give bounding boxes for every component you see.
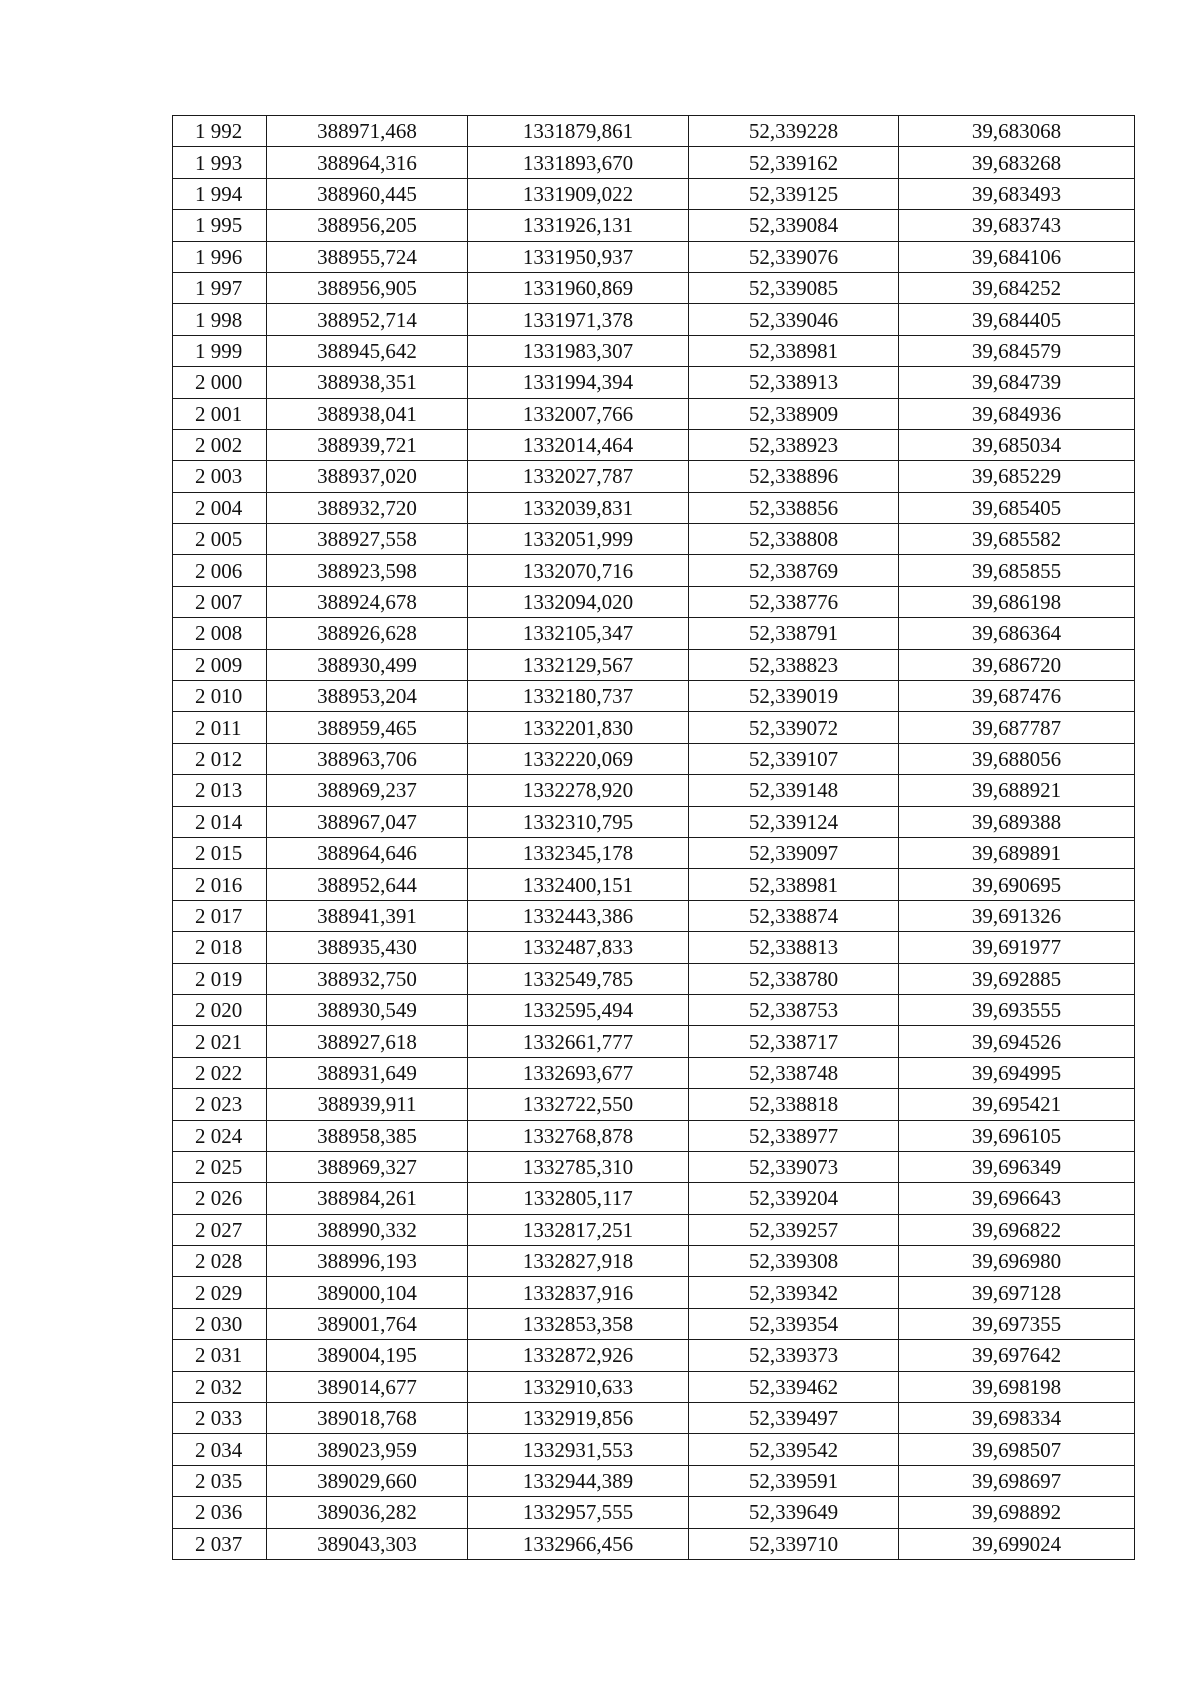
table-row (173, 963, 1135, 994)
point-number-cell: 2 030 (173, 1308, 267, 1339)
longitude-cell: 39,685229 (899, 461, 1135, 492)
point-number-cell: 2 023 (173, 1089, 267, 1120)
longitude-cell: 39,686720 (899, 649, 1135, 680)
table-row (173, 775, 1135, 806)
longitude-cell: 39,684252 (899, 272, 1135, 303)
table-row (173, 335, 1135, 366)
y-coordinate-cell: 1332310,795 (468, 806, 689, 837)
x-coordinate-cell: 388926,628 (267, 618, 468, 649)
latitude-cell: 52,339073 (689, 1151, 899, 1182)
x-coordinate-cell: 388960,445 (267, 178, 468, 209)
table-row (173, 398, 1135, 429)
latitude-cell: 52,339085 (689, 272, 899, 303)
x-coordinate-cell: 388941,391 (267, 900, 468, 931)
latitude-cell: 52,338776 (689, 586, 899, 617)
y-coordinate-cell: 1332443,386 (468, 900, 689, 931)
y-coordinate-cell: 1332070,716 (468, 555, 689, 586)
table-row (173, 743, 1135, 774)
point-number-cell: 2 021 (173, 1026, 267, 1057)
x-coordinate-cell: 388967,047 (267, 806, 468, 837)
y-coordinate-cell: 1332051,999 (468, 524, 689, 555)
latitude-cell: 52,339072 (689, 712, 899, 743)
longitude-cell: 39,696105 (899, 1120, 1135, 1151)
y-coordinate-cell: 1331950,937 (468, 241, 689, 272)
table-row (173, 806, 1135, 837)
latitude-cell: 52,339148 (689, 775, 899, 806)
longitude-cell: 39,684739 (899, 367, 1135, 398)
latitude-cell: 52,338748 (689, 1057, 899, 1088)
table-row (173, 1528, 1135, 1559)
point-number-cell: 2 028 (173, 1246, 267, 1277)
x-coordinate-cell: 388930,499 (267, 649, 468, 680)
latitude-cell: 52,339204 (689, 1183, 899, 1214)
longitude-cell: 39,696643 (899, 1183, 1135, 1214)
latitude-cell: 52,339124 (689, 806, 899, 837)
point-number-cell: 1 997 (173, 272, 267, 303)
y-coordinate-cell: 1332944,389 (468, 1465, 689, 1496)
latitude-cell: 52,339710 (689, 1528, 899, 1559)
y-coordinate-cell: 1332872,926 (468, 1340, 689, 1371)
longitude-cell: 39,688056 (899, 743, 1135, 774)
point-number-cell: 2 003 (173, 461, 267, 492)
y-coordinate-cell: 1332007,766 (468, 398, 689, 429)
longitude-cell: 39,691326 (899, 900, 1135, 931)
table-row (173, 1308, 1135, 1339)
point-number-cell: 2 017 (173, 900, 267, 931)
point-number-cell: 2 010 (173, 681, 267, 712)
table-row (173, 869, 1135, 900)
table-row (173, 1371, 1135, 1402)
table-row (173, 272, 1135, 303)
latitude-cell: 52,339257 (689, 1214, 899, 1245)
x-coordinate-cell: 388923,598 (267, 555, 468, 586)
longitude-cell: 39,696349 (899, 1151, 1135, 1182)
latitude-cell: 52,338896 (689, 461, 899, 492)
point-number-cell: 2 026 (173, 1183, 267, 1214)
point-number-cell: 1 993 (173, 147, 267, 178)
point-number-cell: 2 019 (173, 963, 267, 994)
x-coordinate-cell: 388945,642 (267, 335, 468, 366)
y-coordinate-cell: 1332105,347 (468, 618, 689, 649)
longitude-cell: 39,699024 (899, 1528, 1135, 1559)
y-coordinate-cell: 1332220,069 (468, 743, 689, 774)
longitude-cell: 39,698697 (899, 1465, 1135, 1496)
table-row (173, 492, 1135, 523)
y-coordinate-cell: 1332768,878 (468, 1120, 689, 1151)
latitude-cell: 52,338823 (689, 649, 899, 680)
table-row (173, 116, 1135, 147)
y-coordinate-cell: 1331909,022 (468, 178, 689, 209)
longitude-cell: 39,683268 (899, 147, 1135, 178)
y-coordinate-cell: 1331960,869 (468, 272, 689, 303)
point-number-cell: 2 033 (173, 1403, 267, 1434)
point-number-cell: 2 034 (173, 1434, 267, 1465)
point-number-cell: 2 018 (173, 932, 267, 963)
latitude-cell: 52,338923 (689, 429, 899, 460)
latitude-cell: 52,339649 (689, 1497, 899, 1528)
y-coordinate-cell: 1332957,555 (468, 1497, 689, 1528)
longitude-cell: 39,696822 (899, 1214, 1135, 1245)
x-coordinate-cell: 388927,558 (267, 524, 468, 555)
x-coordinate-cell: 388955,724 (267, 241, 468, 272)
longitude-cell: 39,690695 (899, 869, 1135, 900)
table-row (173, 712, 1135, 743)
y-coordinate-cell: 1331893,670 (468, 147, 689, 178)
x-coordinate-cell: 388927,618 (267, 1026, 468, 1057)
y-coordinate-cell: 1331879,861 (468, 116, 689, 147)
y-coordinate-cell: 1332785,310 (468, 1151, 689, 1182)
longitude-cell: 39,686198 (899, 586, 1135, 617)
table-row (173, 1497, 1135, 1528)
point-number-cell: 2 032 (173, 1371, 267, 1402)
point-number-cell: 2 007 (173, 586, 267, 617)
point-number-cell: 2 009 (173, 649, 267, 680)
table-row (173, 1120, 1135, 1151)
longitude-cell: 39,685582 (899, 524, 1135, 555)
latitude-cell: 52,338791 (689, 618, 899, 649)
latitude-cell: 52,338981 (689, 869, 899, 900)
x-coordinate-cell: 388938,351 (267, 367, 468, 398)
y-coordinate-cell: 1332722,550 (468, 1089, 689, 1120)
y-coordinate-cell: 1332817,251 (468, 1214, 689, 1245)
x-coordinate-cell: 388939,721 (267, 429, 468, 460)
y-coordinate-cell: 1331926,131 (468, 210, 689, 241)
latitude-cell: 52,339373 (689, 1340, 899, 1371)
table-row (173, 178, 1135, 209)
x-coordinate-cell: 388963,706 (267, 743, 468, 774)
point-number-cell: 2 013 (173, 775, 267, 806)
longitude-cell: 39,697355 (899, 1308, 1135, 1339)
y-coordinate-cell: 1332661,777 (468, 1026, 689, 1057)
latitude-cell: 52,339228 (689, 116, 899, 147)
table-row (173, 1465, 1135, 1496)
x-coordinate-cell: 388964,316 (267, 147, 468, 178)
point-number-cell: 1 999 (173, 335, 267, 366)
y-coordinate-cell: 1332827,918 (468, 1246, 689, 1277)
longitude-cell: 39,689388 (899, 806, 1135, 837)
x-coordinate-cell: 388959,465 (267, 712, 468, 743)
point-number-cell: 1 992 (173, 116, 267, 147)
longitude-cell: 39,698198 (899, 1371, 1135, 1402)
x-coordinate-cell: 389043,303 (267, 1528, 468, 1559)
longitude-cell: 39,684936 (899, 398, 1135, 429)
point-number-cell: 2 016 (173, 869, 267, 900)
longitude-cell: 39,683068 (899, 116, 1135, 147)
point-number-cell: 2 014 (173, 806, 267, 837)
latitude-cell: 52,339308 (689, 1246, 899, 1277)
x-coordinate-cell: 388932,720 (267, 492, 468, 523)
latitude-cell: 52,339462 (689, 1371, 899, 1402)
latitude-cell: 52,338780 (689, 963, 899, 994)
coordinate-table (172, 115, 1135, 1560)
x-coordinate-cell: 388924,678 (267, 586, 468, 617)
longitude-cell: 39,698334 (899, 1403, 1135, 1434)
point-number-cell: 2 004 (173, 492, 267, 523)
x-coordinate-cell: 388952,644 (267, 869, 468, 900)
longitude-cell: 39,697128 (899, 1277, 1135, 1308)
point-number-cell: 2 001 (173, 398, 267, 429)
table-row (173, 367, 1135, 398)
latitude-cell: 52,339591 (689, 1465, 899, 1496)
point-number-cell: 2 029 (173, 1277, 267, 1308)
latitude-cell: 52,339125 (689, 178, 899, 209)
table-row (173, 1246, 1135, 1277)
point-number-cell: 2 000 (173, 367, 267, 398)
table-row (173, 837, 1135, 868)
table-row (173, 1026, 1135, 1057)
longitude-cell: 39,684106 (899, 241, 1135, 272)
y-coordinate-cell: 1332094,020 (468, 586, 689, 617)
latitude-cell: 52,339107 (689, 743, 899, 774)
y-coordinate-cell: 1332201,830 (468, 712, 689, 743)
longitude-cell: 39,697642 (899, 1340, 1135, 1371)
longitude-cell: 39,685034 (899, 429, 1135, 460)
table-row (173, 1151, 1135, 1182)
x-coordinate-cell: 389029,660 (267, 1465, 468, 1496)
x-coordinate-cell: 388939,911 (267, 1089, 468, 1120)
latitude-cell: 52,338753 (689, 994, 899, 1025)
longitude-cell: 39,695421 (899, 1089, 1135, 1120)
coordinate-table-body (173, 116, 1135, 1560)
table-row (173, 1340, 1135, 1371)
x-coordinate-cell: 388932,750 (267, 963, 468, 994)
table-row (173, 994, 1135, 1025)
point-number-cell: 2 005 (173, 524, 267, 555)
latitude-cell: 52,339354 (689, 1308, 899, 1339)
y-coordinate-cell: 1332027,787 (468, 461, 689, 492)
point-number-cell: 2 036 (173, 1497, 267, 1528)
latitude-cell: 52,338913 (689, 367, 899, 398)
point-number-cell: 2 037 (173, 1528, 267, 1559)
latitude-cell: 52,338856 (689, 492, 899, 523)
table-row (173, 304, 1135, 335)
table-row (173, 932, 1135, 963)
table-row (173, 524, 1135, 555)
x-coordinate-cell: 389004,195 (267, 1340, 468, 1371)
point-number-cell: 2 002 (173, 429, 267, 460)
table-row (173, 1089, 1135, 1120)
x-coordinate-cell: 388971,468 (267, 116, 468, 147)
x-coordinate-cell: 388964,646 (267, 837, 468, 868)
y-coordinate-cell: 1332853,358 (468, 1308, 689, 1339)
table-row (173, 429, 1135, 460)
table-row (173, 618, 1135, 649)
table-row (173, 1403, 1135, 1434)
point-number-cell: 1 998 (173, 304, 267, 335)
longitude-cell: 39,684405 (899, 304, 1135, 335)
y-coordinate-cell: 1332180,737 (468, 681, 689, 712)
x-coordinate-cell: 389014,677 (267, 1371, 468, 1402)
y-coordinate-cell: 1332910,633 (468, 1371, 689, 1402)
x-coordinate-cell: 388956,205 (267, 210, 468, 241)
latitude-cell: 52,338717 (689, 1026, 899, 1057)
x-coordinate-cell: 388969,237 (267, 775, 468, 806)
longitude-cell: 39,698507 (899, 1434, 1135, 1465)
x-coordinate-cell: 388937,020 (267, 461, 468, 492)
longitude-cell: 39,692885 (899, 963, 1135, 994)
y-coordinate-cell: 1332400,151 (468, 869, 689, 900)
latitude-cell: 52,339542 (689, 1434, 899, 1465)
table-row (173, 241, 1135, 272)
latitude-cell: 52,338813 (689, 932, 899, 963)
x-coordinate-cell: 389023,959 (267, 1434, 468, 1465)
x-coordinate-cell: 388956,905 (267, 272, 468, 303)
x-coordinate-cell: 389000,104 (267, 1277, 468, 1308)
longitude-cell: 39,688921 (899, 775, 1135, 806)
y-coordinate-cell: 1332966,456 (468, 1528, 689, 1559)
longitude-cell: 39,691977 (899, 932, 1135, 963)
y-coordinate-cell: 1332129,567 (468, 649, 689, 680)
y-coordinate-cell: 1332919,856 (468, 1403, 689, 1434)
latitude-cell: 52,338977 (689, 1120, 899, 1151)
table-row (173, 210, 1135, 241)
latitude-cell: 52,338874 (689, 900, 899, 931)
table-row (173, 1183, 1135, 1214)
point-number-cell: 2 020 (173, 994, 267, 1025)
latitude-cell: 52,339097 (689, 837, 899, 868)
table-row (173, 1057, 1135, 1088)
point-number-cell: 1 995 (173, 210, 267, 241)
latitude-cell: 52,339162 (689, 147, 899, 178)
x-coordinate-cell: 388938,041 (267, 398, 468, 429)
x-coordinate-cell: 388969,327 (267, 1151, 468, 1182)
latitude-cell: 52,338818 (689, 1089, 899, 1120)
longitude-cell: 39,687787 (899, 712, 1135, 743)
x-coordinate-cell: 388958,385 (267, 1120, 468, 1151)
x-coordinate-cell: 388996,193 (267, 1246, 468, 1277)
point-number-cell: 2 012 (173, 743, 267, 774)
longitude-cell: 39,686364 (899, 618, 1135, 649)
point-number-cell: 2 035 (173, 1465, 267, 1496)
point-number-cell: 2 027 (173, 1214, 267, 1245)
y-coordinate-cell: 1332278,920 (468, 775, 689, 806)
latitude-cell: 52,339084 (689, 210, 899, 241)
longitude-cell: 39,698892 (899, 1497, 1135, 1528)
x-coordinate-cell: 388952,714 (267, 304, 468, 335)
y-coordinate-cell: 1331983,307 (468, 335, 689, 366)
point-number-cell: 2 025 (173, 1151, 267, 1182)
point-number-cell: 2 006 (173, 555, 267, 586)
longitude-cell: 39,696980 (899, 1246, 1135, 1277)
y-coordinate-cell: 1332549,785 (468, 963, 689, 994)
longitude-cell: 39,685405 (899, 492, 1135, 523)
longitude-cell: 39,694526 (899, 1026, 1135, 1057)
latitude-cell: 52,339046 (689, 304, 899, 335)
table-row (173, 900, 1135, 931)
latitude-cell: 52,339497 (689, 1403, 899, 1434)
y-coordinate-cell: 1332931,553 (468, 1434, 689, 1465)
table-row (173, 681, 1135, 712)
point-number-cell: 2 024 (173, 1120, 267, 1151)
longitude-cell: 39,683493 (899, 178, 1135, 209)
table-row (173, 586, 1135, 617)
latitude-cell: 52,338981 (689, 335, 899, 366)
y-coordinate-cell: 1332039,831 (468, 492, 689, 523)
longitude-cell: 39,684579 (899, 335, 1135, 366)
point-number-cell: 2 011 (173, 712, 267, 743)
longitude-cell: 39,687476 (899, 681, 1135, 712)
point-number-cell: 2 022 (173, 1057, 267, 1088)
table-row (173, 1434, 1135, 1465)
table-row (173, 555, 1135, 586)
table-row (173, 147, 1135, 178)
y-coordinate-cell: 1332595,494 (468, 994, 689, 1025)
y-coordinate-cell: 1332345,178 (468, 837, 689, 868)
x-coordinate-cell: 388931,649 (267, 1057, 468, 1088)
table-row (173, 461, 1135, 492)
x-coordinate-cell: 388930,549 (267, 994, 468, 1025)
longitude-cell: 39,689891 (899, 837, 1135, 868)
latitude-cell: 52,339076 (689, 241, 899, 272)
point-number-cell: 1 994 (173, 178, 267, 209)
longitude-cell: 39,683743 (899, 210, 1135, 241)
latitude-cell: 52,339019 (689, 681, 899, 712)
longitude-cell: 39,693555 (899, 994, 1135, 1025)
x-coordinate-cell: 388935,430 (267, 932, 468, 963)
table-row (173, 649, 1135, 680)
x-coordinate-cell: 389001,764 (267, 1308, 468, 1339)
point-number-cell: 2 015 (173, 837, 267, 868)
y-coordinate-cell: 1332487,833 (468, 932, 689, 963)
latitude-cell: 52,339342 (689, 1277, 899, 1308)
longitude-cell: 39,685855 (899, 555, 1135, 586)
x-coordinate-cell: 388984,261 (267, 1183, 468, 1214)
y-coordinate-cell: 1331994,394 (468, 367, 689, 398)
latitude-cell: 52,338909 (689, 398, 899, 429)
table-row (173, 1214, 1135, 1245)
point-number-cell: 2 031 (173, 1340, 267, 1371)
point-number-cell: 2 008 (173, 618, 267, 649)
latitude-cell: 52,338808 (689, 524, 899, 555)
table-row (173, 1277, 1135, 1308)
y-coordinate-cell: 1332014,464 (468, 429, 689, 460)
y-coordinate-cell: 1332693,677 (468, 1057, 689, 1088)
latitude-cell: 52,338769 (689, 555, 899, 586)
y-coordinate-cell: 1331971,378 (468, 304, 689, 335)
point-number-cell: 1 996 (173, 241, 267, 272)
y-coordinate-cell: 1332805,117 (468, 1183, 689, 1214)
x-coordinate-cell: 389018,768 (267, 1403, 468, 1434)
longitude-cell: 39,694995 (899, 1057, 1135, 1088)
x-coordinate-cell: 389036,282 (267, 1497, 468, 1528)
y-coordinate-cell: 1332837,916 (468, 1277, 689, 1308)
x-coordinate-cell: 388953,204 (267, 681, 468, 712)
x-coordinate-cell: 388990,332 (267, 1214, 468, 1245)
